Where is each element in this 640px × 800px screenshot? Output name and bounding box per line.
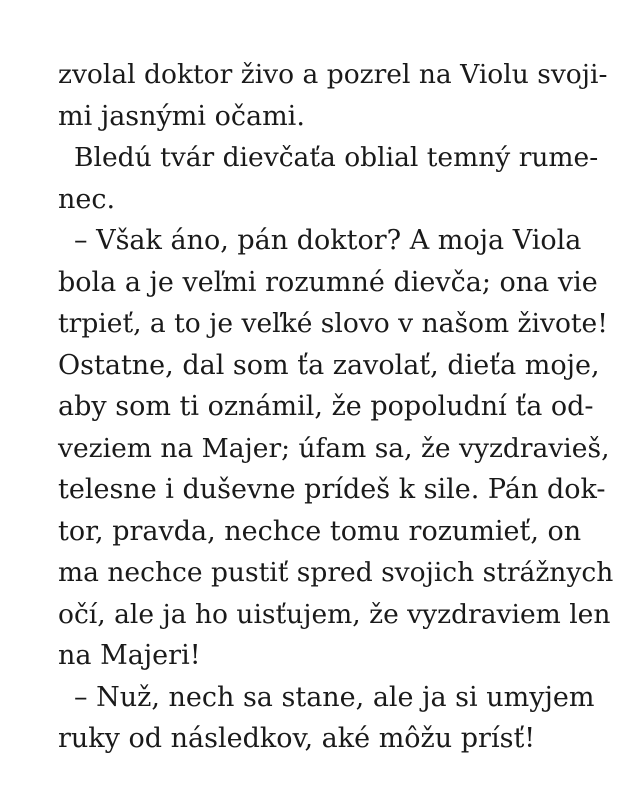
text-line: bola a je veľmi rozumné dievča; ona vie — [58, 266, 598, 298]
text-line: – Však áno, pán doktor? A moja Viola — [74, 225, 582, 256]
text-line: nec. — [58, 183, 116, 215]
text-line: Ostatne, dal som ťa zavolať, dieťa moje, — [58, 349, 600, 381]
text-line: trpieť, a to je veľké slovo v našom živote! — [58, 308, 608, 339]
text-line: na Majeri! — [58, 640, 201, 671]
page-text — [58, 54, 614, 760]
text-line: očí, ale ja ho uisťujem, že vyzdraviem len — [58, 598, 611, 630]
text-line: mi jasnými očami. — [58, 100, 305, 132]
text-line: telesne i duševne prídeš k sile. Pán dok- — [58, 474, 606, 505]
text-line: veziem na Majer; úfam sa, že vyzdravieš, — [58, 432, 610, 464]
text-line: – Nuž, nech sa stane, ale ja si umyjem — [74, 681, 595, 713]
text-line: ruky od následkov, aké môžu prísť! — [58, 723, 536, 754]
text-line: Bledú tvár dievčaťa oblial temný rume- — [74, 142, 599, 173]
text-line: zvolal doktor živo a pozrel na Violu svoji- — [58, 59, 608, 90]
text-line: tor, pravda, nechce tomu rozumieť, on — [58, 515, 582, 547]
text-line: aby som ti oznámil, že popoludní ťa od- — [58, 391, 594, 422]
text-line: ma nechce pustiť spred svojich strážnych — [58, 557, 614, 588]
